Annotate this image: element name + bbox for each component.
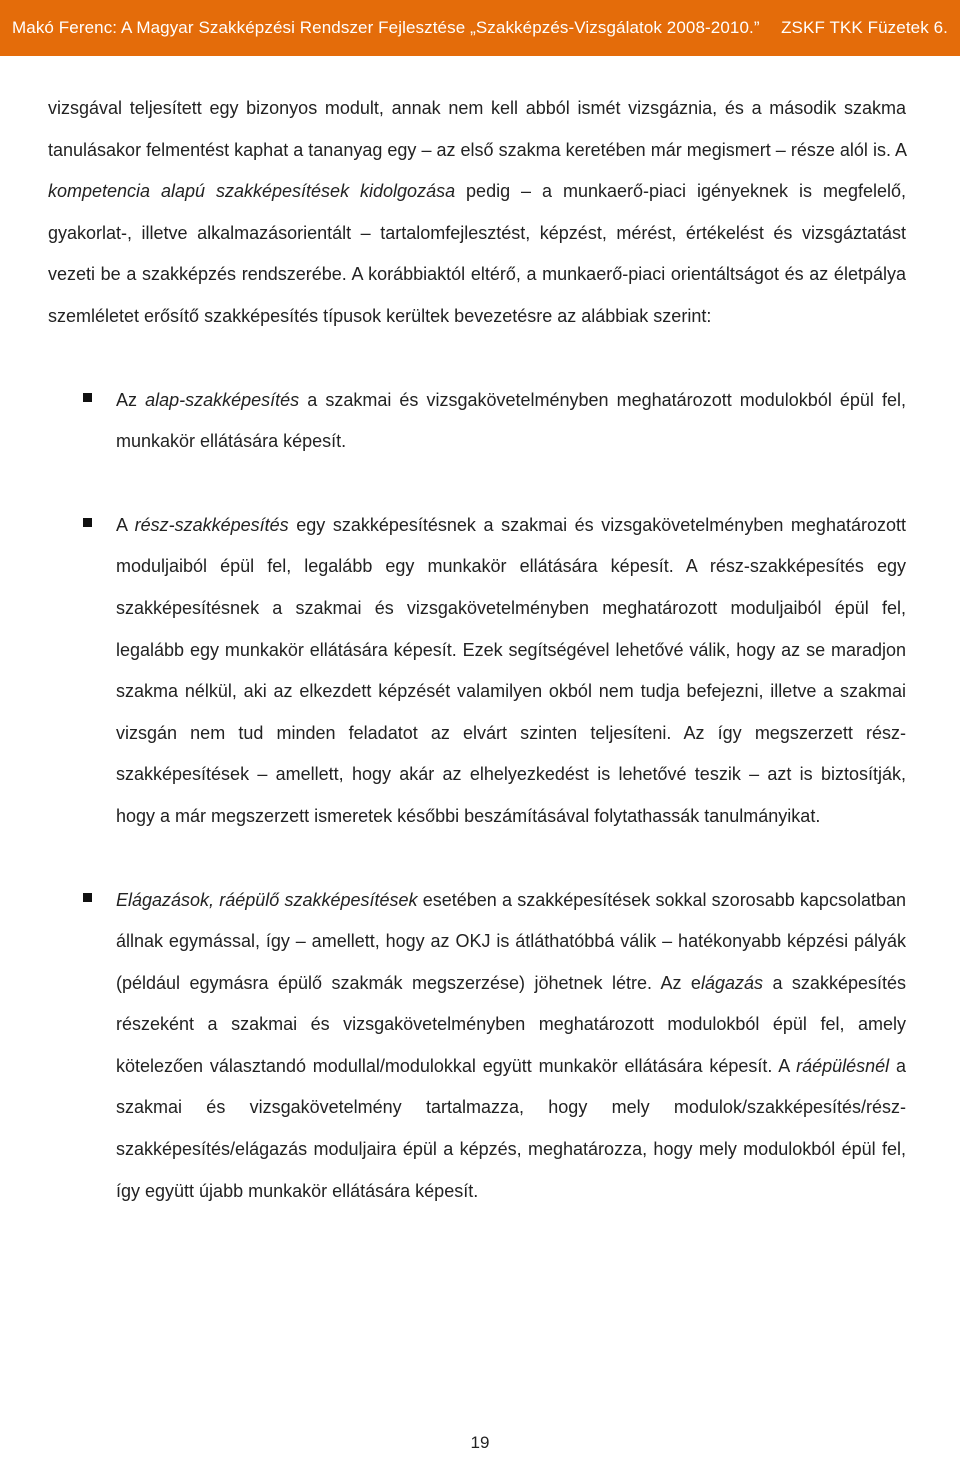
emphasis-term: alap-szakképesítés <box>145 389 300 410</box>
header-series: ZSKF TKK Füzetek 6. <box>781 18 948 37</box>
list-item-resz <box>48 505 906 838</box>
list-item-text: Az alap-szakképesítés a szakmai és vizsgakövetelményben meghatározott modulokból épül fel, munkakör ellátására képesít. <box>116 389 906 452</box>
page-body <box>48 88 906 1212</box>
emphasis-term: ráépülésnél <box>796 1055 890 1076</box>
list-item-text: A rész-szakképesítés egy szakképesítésnek a szakmai és vizsgakövetelményben meghatározott moduljaiból épül fel, legalább egy munkakör ellátására képesít. A rész-szakképesítés egy szakképesítésnek a szakmai és vizsgakövetelményben meghatározott moduljaiból épül fel, legalább egy munkakör ellátására képesít. Ezek segítségével lehetővé válik, hogy az se maradjon szakma nélkül, aki az elkezdett képzését valamilyen okból nem tudja befejezni, illetve a szakmai vizsgán nem tud minden feladatot az elvárt szinten teljesíteni. Az így megszerzett rész-szakképesítések – amellett, hogy akár az elhelyezkedést is lehetővé teszik – azt is biztosítják, hogy a már megszerzett ismeretek későbbi beszámításával folytathassák tanulmányikat. <box>116 514 906 826</box>
emphasis-term: Elágazások, ráépülő szakképesítések <box>116 889 418 910</box>
page-number: 19 <box>470 1433 490 1452</box>
intro-paragraph: vizsgával teljesített egy bizonyos modult, annak nem kell abból ismét vizsgáznia, és a második szakma tanulásakor felmentést kaphat a tananyag egy – az első szakma keretében már megismert – része alól is. A kompetencia alapú szakképesítések kidolgozása pedig – a munkaerő-piaci igényeknek is megfelelő, gyakorlat-, illetve alkalmazásorientált – tartalomfejlesztést, képzést, mérést, értékelést és vizsgáztatást vezeti be a szakképzés rendszerébe. A korábbiaktól eltérő, a munkaerő-piaci orientáltságot és az életpálya szemléletet erősítő szakképesítés típusok kerültek bevezetésre az alábbiak szerint: <box>48 98 906 326</box>
list-item-elagazas <box>48 880 906 1213</box>
list-item-alap <box>48 380 906 463</box>
square-bullet-icon <box>83 393 92 402</box>
emphasis-term: lágazás <box>700 972 763 993</box>
emphasis-kompetencia: kompetencia alapú szakképesítések kidolgozása <box>48 181 456 202</box>
bullet-list <box>48 380 906 1213</box>
emphasis-term: rész-szakképesítés <box>134 514 289 535</box>
running-header <box>0 0 960 56</box>
list-item-text: Elágazások, ráépülő szakképesítések esetében a szakképesítések sokkal szorosabb kapcsolatban állnak egymással, így – amellett, hogy az OKJ is átláthatóbbá válik – hatékonyabb képzési pályák (például egymásra épülő szakmák megszerzése) jöhetnek létre. Az elágazás a szakképesítés részeként a szakmai és vizsgakövetelményben meghatározott modulokból épül fel, amely kötelezően választandó modullal/modulokkal együtt munkakör ellátására képesít. A ráépülésnél a szakmai és vizsgakövetelmény tartalmazza, hogy mely modulok/szakképesítés/rész-szakképesítés/elágazás moduljaira épül a képzés, meghatározza, hogy mely modulokból épül fel, így együtt újabb munkakör ellátására képesít. <box>116 889 907 1201</box>
square-bullet-icon <box>83 893 92 902</box>
header-title: Makó Ferenc: A Magyar Szakképzési Rendszer Fejlesztése „Szakképzés-Vizsgálatok 2008-2010.” <box>12 18 760 37</box>
square-bullet-icon <box>83 518 92 527</box>
